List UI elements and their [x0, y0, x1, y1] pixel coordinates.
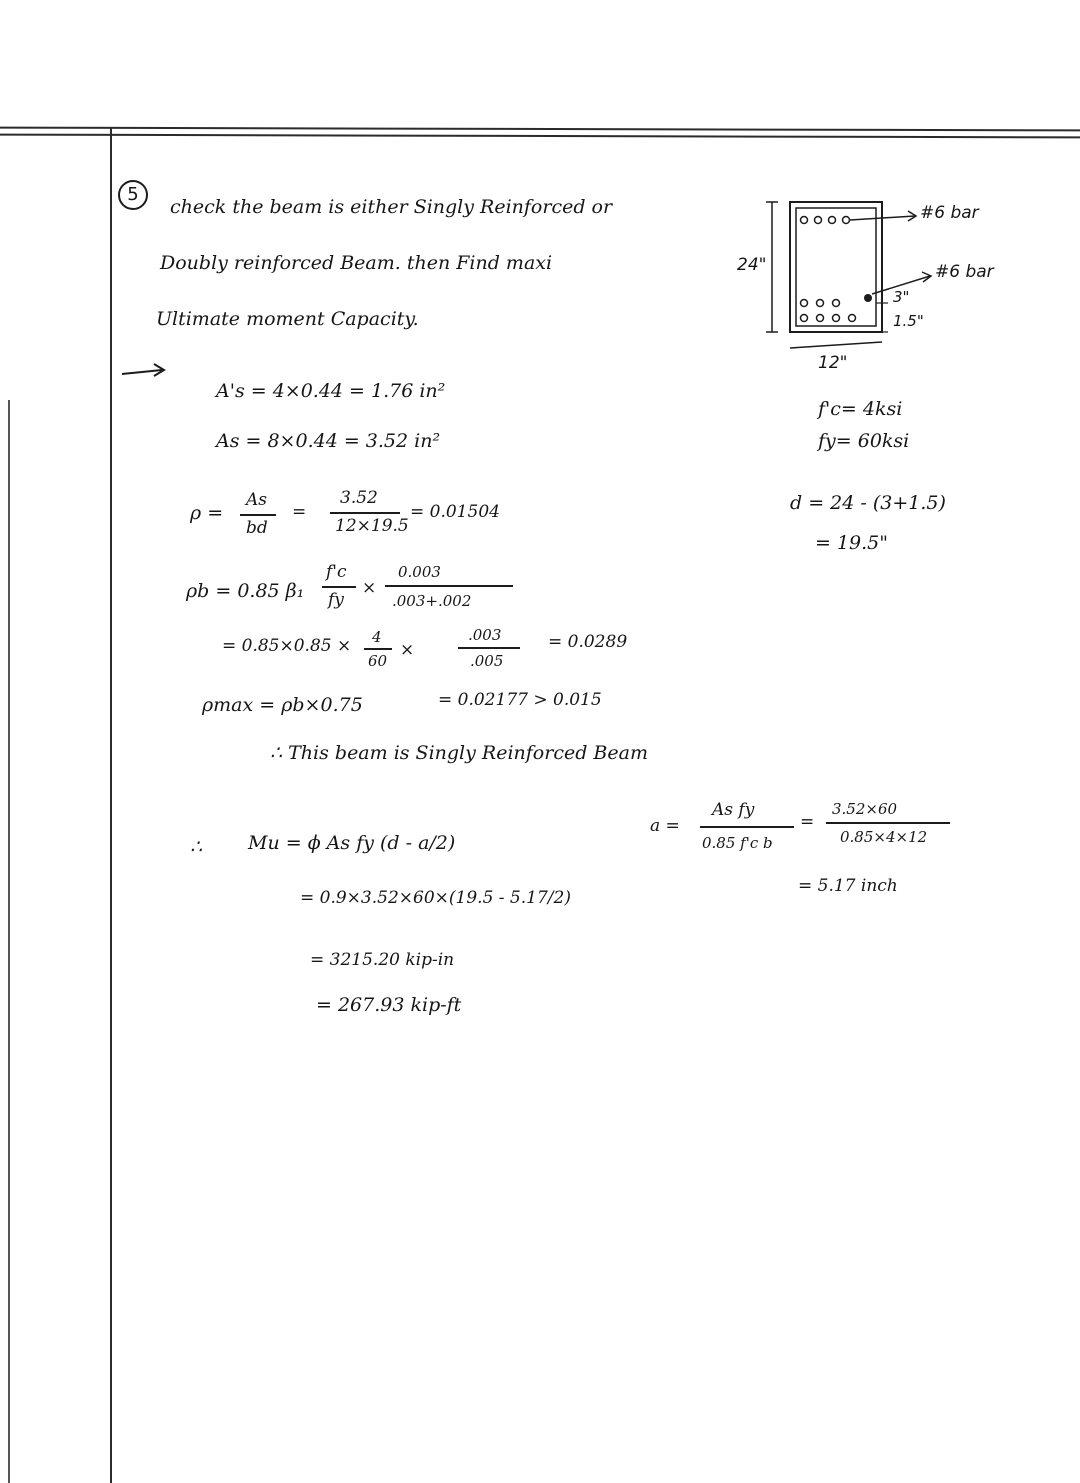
bottom-bar — [833, 300, 840, 307]
rho-num2: 3.52 — [340, 488, 378, 508]
rhob-fy: fy — [328, 590, 344, 610]
top-bar — [815, 217, 822, 224]
beam-inner-outline — [796, 208, 876, 326]
rhob-lhs: ρb = 0.85 β₁ — [186, 580, 305, 602]
margin-line — [110, 128, 112, 1483]
d-line-1: d = 24 - (3+1.5) — [790, 492, 946, 514]
top-bar — [829, 217, 836, 224]
mu-kip-ft: = 267.93 kip-ft — [316, 994, 462, 1016]
rho-frac-line-2 — [330, 512, 400, 514]
top-bar — [843, 217, 850, 224]
rho-den2: 12×19.5 — [335, 516, 409, 536]
as-prime-line: A's = 4×0.44 = 1.76 in² — [216, 380, 446, 402]
beam-outline — [790, 202, 882, 332]
rho-eq: = — [292, 502, 307, 522]
bottom-bar — [817, 315, 824, 322]
rho-frac-line — [240, 514, 276, 516]
a-frac-line-2 — [826, 822, 950, 824]
rho-lhs: ρ = — [190, 502, 224, 524]
bottom-bar — [801, 315, 808, 322]
pmax-line: ρmax = ρb×0.75 — [202, 694, 363, 716]
fc-value: f'c= 4ksi — [818, 398, 903, 420]
cover-1: 3" — [893, 288, 910, 306]
rhob-times-2: × — [400, 640, 415, 660]
bottom-bar — [849, 315, 856, 322]
rhob-times: × — [362, 578, 377, 598]
mu-substitution: = 0.9×3.52×60×(19.5 - 5.17/2) — [300, 888, 571, 908]
a-den: 0.85 f'c b — [702, 834, 773, 852]
fy-value: fy= 60ksi — [818, 430, 910, 452]
problem-line-2: Doubly reinforced Beam. then Find maxi — [160, 252, 553, 274]
bottom-bar — [817, 300, 824, 307]
a-value: = 5.17 inch — [798, 876, 898, 896]
dim-height: 24" — [737, 255, 767, 275]
a-lhs: a = — [650, 816, 680, 836]
rhob-line-2: = 0.85×0.85 × — [222, 636, 352, 656]
a-eq: = — [800, 812, 815, 832]
bottom-bar-label: #6 bar — [935, 262, 994, 282]
pmax-value: = 0.02177 > 0.015 — [438, 690, 602, 710]
beam-section-diagram — [730, 190, 1030, 380]
a-num: As fy — [712, 800, 755, 820]
as-line: As = 8×0.44 = 3.52 in² — [216, 430, 441, 452]
left-edge — [8, 400, 10, 1483]
problem-number: 5 — [118, 180, 148, 210]
a-frac-line — [700, 826, 794, 828]
rhob-d2: .005 — [470, 652, 504, 670]
rho-value: = 0.01504 — [410, 502, 500, 522]
top-bar-label: #6 bar — [920, 203, 979, 223]
conclusion: ∴ This beam is Singly Reinforced Beam — [270, 742, 648, 764]
bottom-bar — [833, 315, 840, 322]
bottom-bar — [801, 300, 808, 307]
dim-width: 12" — [818, 353, 848, 373]
problem-line-3: Ultimate moment Capacity. — [156, 308, 419, 330]
mu-kip-in: = 3215.20 kip-in — [310, 950, 455, 970]
a-num2: 3.52×60 — [832, 800, 898, 818]
a-den2: 0.85×4×12 — [840, 828, 928, 846]
d-line-2: = 19.5" — [815, 532, 889, 554]
rhob-frac-fc — [322, 586, 356, 588]
rhob-frac-strain — [385, 585, 513, 587]
rhob-n2: .003 — [468, 626, 502, 644]
top-rule-2 — [0, 134, 1080, 139]
rho-den: bd — [246, 518, 268, 538]
bottom-bar — [864, 294, 872, 302]
arrow-icon — [118, 362, 168, 382]
rhob-den: .003+.002 — [392, 592, 472, 610]
top-rule — [0, 127, 1080, 132]
rhob-frac-2 — [458, 647, 520, 649]
rhob-frac-4-60 — [364, 648, 392, 650]
rhob-value: = 0.0289 — [548, 632, 628, 652]
rho-num: As — [246, 490, 268, 510]
mu-formula: Mu = ϕ As fy (d - a/2) — [248, 832, 456, 854]
therefore-symbol: ∴ — [190, 836, 203, 858]
cover-2: 1.5" — [893, 312, 924, 330]
problem-line-1: check the beam is either Singly Reinforced or — [170, 196, 613, 218]
rhob-4: 4 — [372, 628, 382, 646]
rhob-num: 0.003 — [398, 563, 441, 581]
rhob-fc: f'c — [326, 562, 347, 582]
rhob-60: 60 — [368, 652, 388, 670]
top-bar — [801, 217, 808, 224]
